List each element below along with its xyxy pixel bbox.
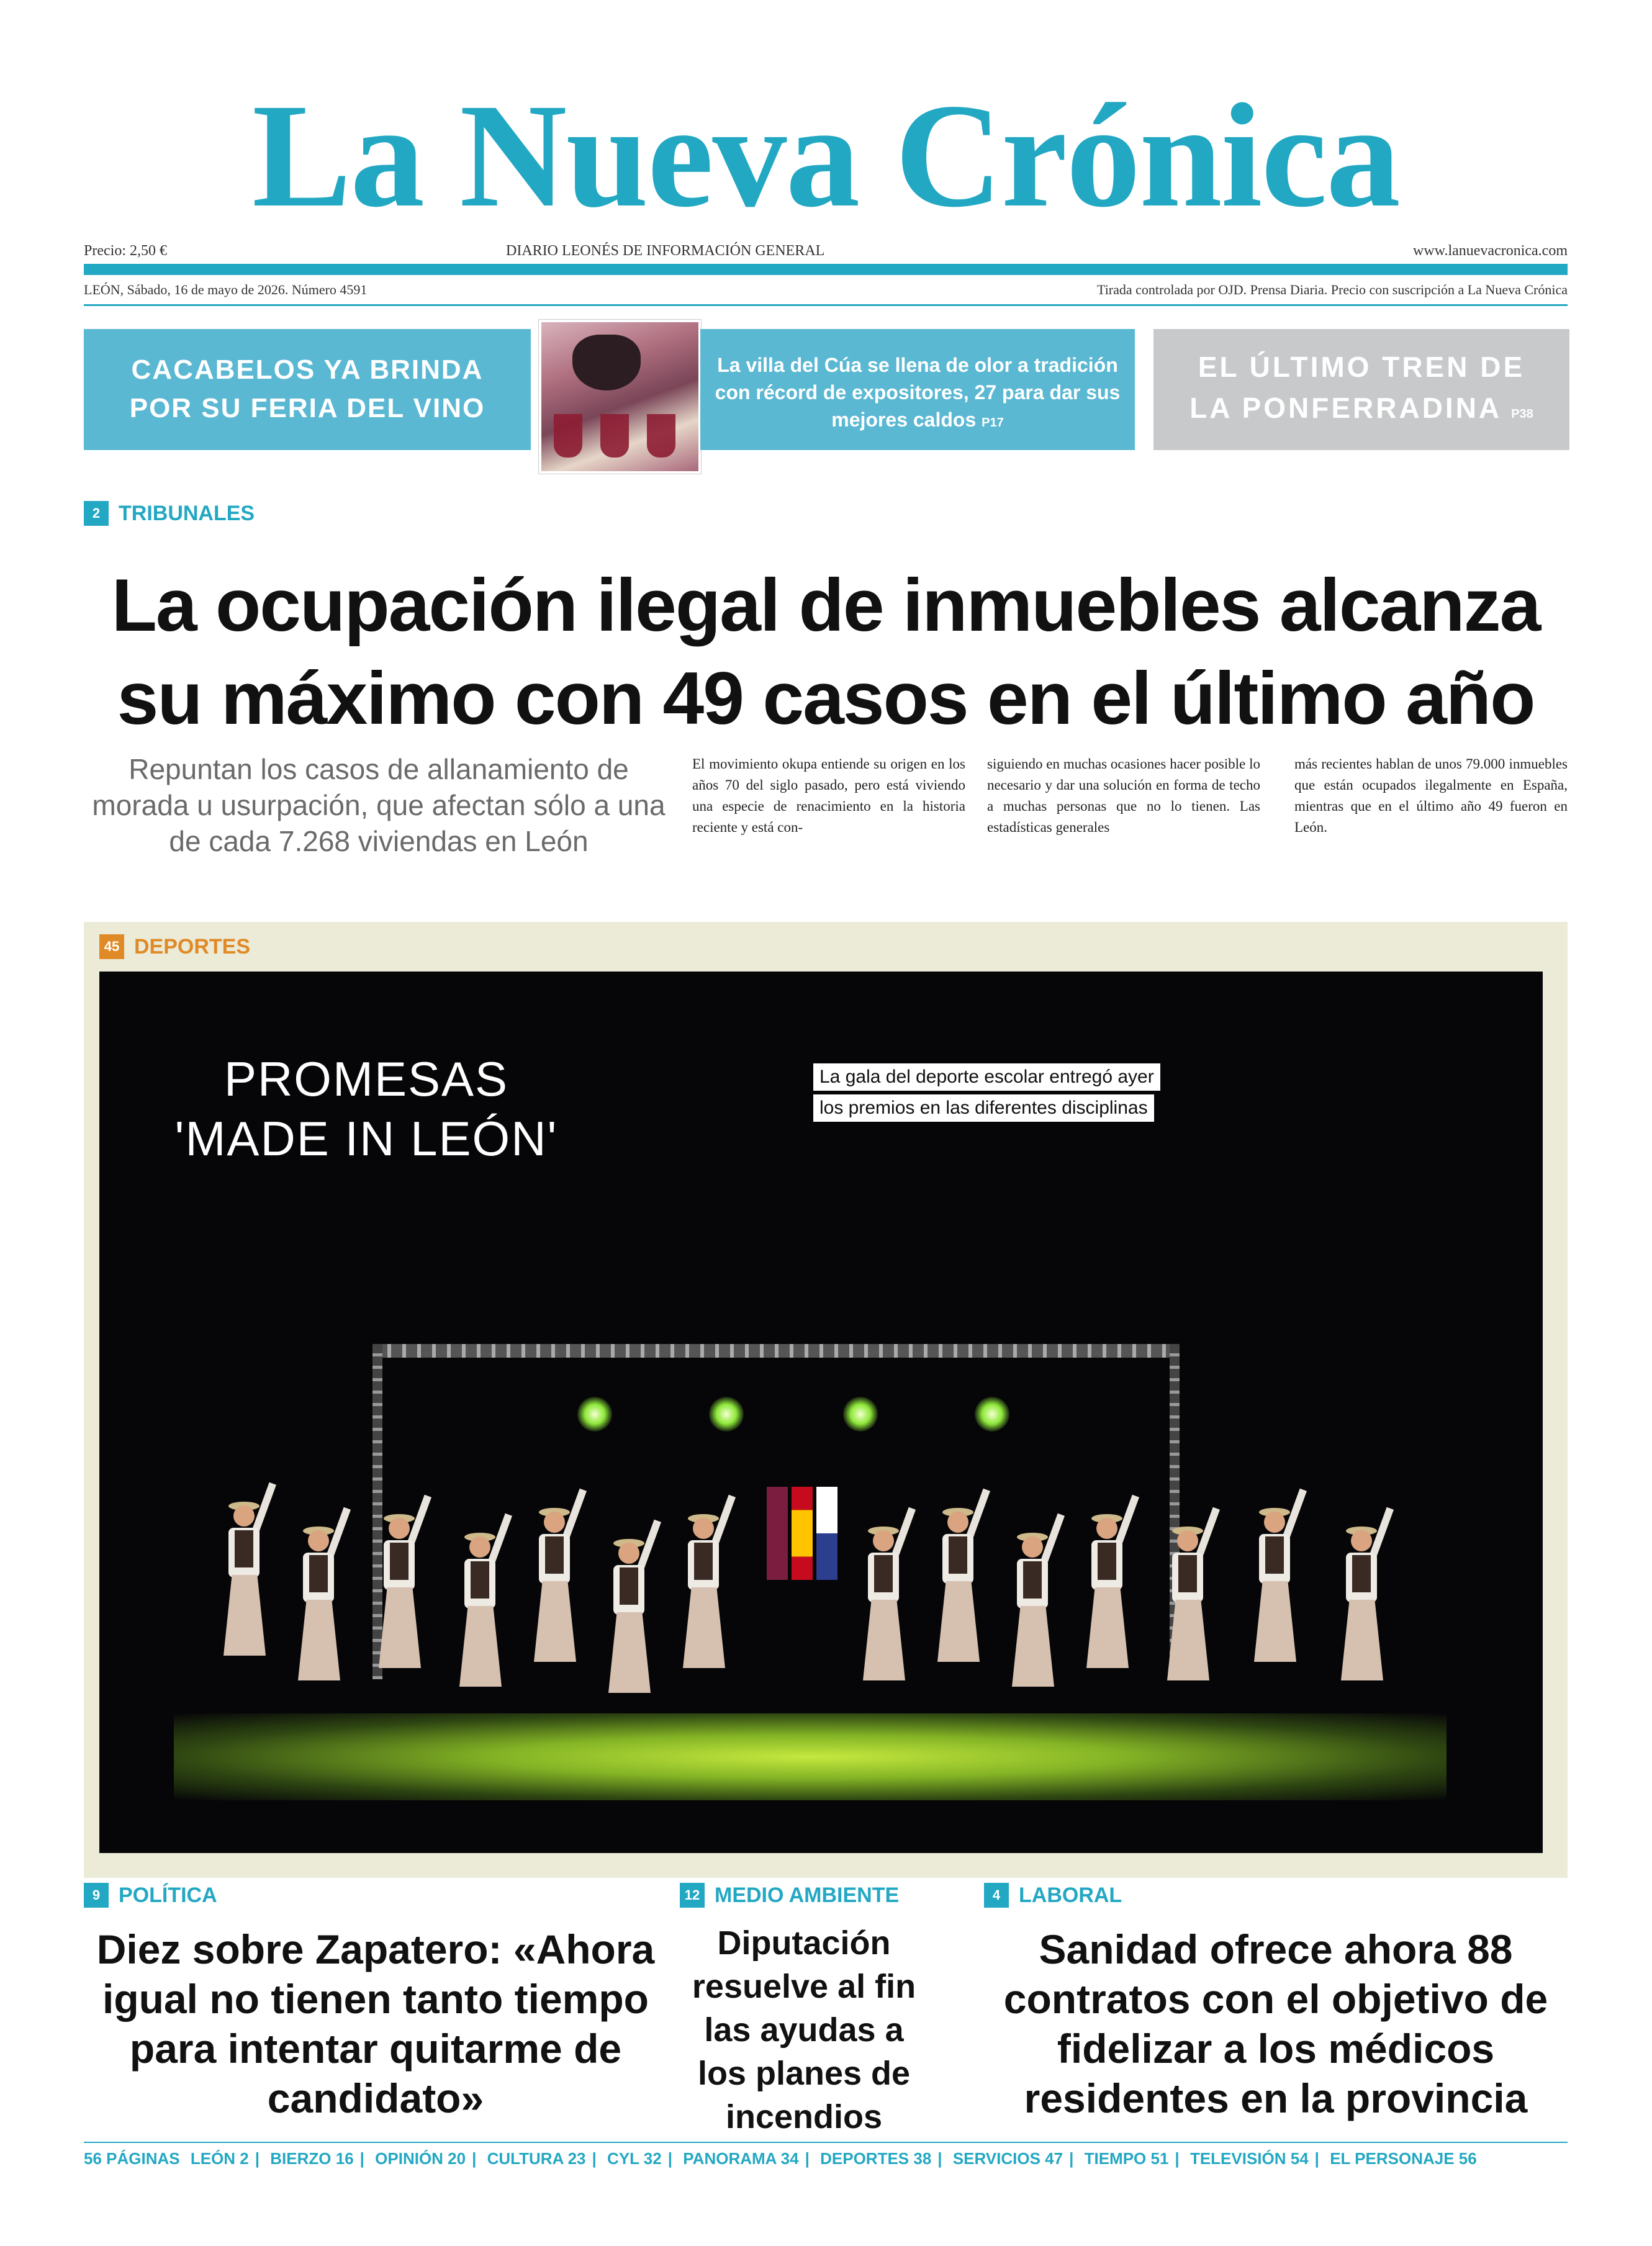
separator: | [359,2149,364,2168]
separator: | [1314,2149,1319,2168]
photo-hand [572,335,641,390]
stage-truss-left [372,1344,382,1679]
section-name: LABORAL [1019,1883,1122,1907]
page-index [84,2149,1568,2174]
masthead-meta [84,239,1568,261]
section-page-number: 2 [84,501,109,526]
date-line: LEÓN, Sábado, 16 de mayo de 2026. Número 4591 [84,282,368,297]
photo-title-line1: PROMESAS [223,1052,509,1106]
teaser-cua-page: P17 [982,416,1004,430]
story-headline-laboral[interactable]: Sanidad ofrece ahora 88 contratos con el objetivo de fidelizar a los médicos residentes en la provincia [1003,1926,1548,2121]
section-name: MEDIO AMBIENTE [715,1883,900,1907]
separator: | [667,2149,673,2168]
index-item[interactable]: CYL 32 [607,2149,662,2168]
wine-glass [647,414,675,458]
lead-column-3: más recientes hablan de unos 79.000 inmuebles que están ocupados ilegalmente en España, mientras que en el último año 49 fueron en León. [1294,756,1568,835]
section-name: TRIBUNALES [119,501,255,525]
photo-title [137,1049,596,1168]
section-name: DEPORTES [134,934,251,958]
teaser-ponferradina-line2: LA PONFERRADINA [1189,392,1501,424]
flag [816,1487,837,1580]
separator: | [1175,2149,1180,2168]
flag [767,1487,788,1580]
photo-title-line2: 'MADE IN LEÓN' [174,1111,558,1166]
index-item[interactable]: LEÓN 2 [190,2149,249,2168]
separator: | [805,2149,810,2168]
tagline: DIARIO LEONÉS DE INFORMACIÓN GENERAL [506,243,825,259]
index-item[interactable]: BIERZO 16 [270,2149,354,2168]
index-item[interactable]: TELEVISIÓN 54 [1189,2149,1309,2168]
stage-light [577,1397,612,1432]
stage-light [843,1397,878,1432]
index-item[interactable]: EL PERSONAJE 56 [1330,2149,1477,2168]
teaser-ponferradina-page: P38 [1511,407,1533,421]
separator: | [937,2149,942,2168]
section-label-tribunales[interactable] [84,501,255,526]
separator: | [1069,2149,1074,2168]
wine-glasses-photo [539,320,701,474]
date-row [84,281,1568,299]
teaser-cacabelos-line1: CACABELOS YA BRINDA [131,354,484,385]
stage-light [975,1397,1009,1432]
lead-column-2: siguiendo en muchas ocasiones hacer posible lo necesario y dar una solución en forma de techo a muchas personas que no lo tienen. Las estadísticas generales [987,756,1260,835]
index-item[interactable]: DEPORTES 38 [820,2149,932,2168]
masthead-rule [84,264,1568,275]
index-item[interactable]: OPINIÓN 20 [375,2149,466,2168]
certification-line: Tirada controlada por OJD. Prensa Diaria. Precio con suscripción a La Nueva Crónica [1097,282,1568,297]
teaser-cua-text: La villa del Cúa se llena de olor a tradición con récord de expositores, 27 para dar sus mejores caldos [715,354,1121,431]
teaser-ponferradina-line1: EL ÚLTIMO TREN DE [1198,351,1525,383]
teaser-ponferradina[interactable] [1153,329,1569,450]
separator: | [592,2149,597,2168]
section-label-laboral[interactable] [984,1883,1122,1908]
index-item[interactable]: CULTURA 23 [487,2149,586,2168]
index-item[interactable]: SERVICIOS 47 [952,2149,1063,2168]
flag [792,1487,813,1580]
wine-glass [554,414,582,458]
story-headline-medio-ambiente[interactable]: Diputación resuelve al fin las ayudas a los planes de incendios [692,1924,916,2136]
page-count: 56 PÁGINAS [84,2149,180,2168]
section-label-deportes[interactable] [99,934,250,959]
lead-deck: Repuntan los casos de allanamiento de morada u usurpación, que afectan sólo a una de cada 7.268 viviendas en León [92,753,666,857]
caption-line2: los premios en las diferentes disciplinas [813,1094,1154,1122]
teaser-cacabelos[interactable] [84,329,531,450]
photo-caption [813,1063,1285,1125]
section-page-number: 12 [680,1883,705,1908]
section-name: POLÍTICA [119,1883,217,1907]
separator: | [472,2149,477,2168]
teaser-cacabelos-line2: POR SU FERIA DEL VINO [129,393,485,423]
caption-line1: La gala del deporte escolar entregó ayer [813,1063,1160,1091]
stage-light [709,1397,744,1432]
section-page-number: 9 [84,1883,109,1908]
section-label-politica[interactable] [84,1883,217,1908]
separator: | [255,2149,260,2168]
index-item[interactable]: TIEMPO 51 [1084,2149,1169,2168]
website-link[interactable]: www.lanuevacronica.com [1413,243,1568,259]
section-label-medio-ambiente[interactable] [680,1883,899,1908]
stage-floor [174,1713,1447,1800]
price-label: Precio: 2,50 € [84,243,167,259]
teaser-cua[interactable] [700,329,1135,450]
stage-truss [372,1344,1180,1358]
story-headline-politica[interactable]: Diez sobre Zapatero: «Ahora igual no tienen tanto tiempo para intentar quitarme de candidato» [96,1926,655,2121]
section-page-number: 4 [984,1883,1009,1908]
section-page-number: 45 [99,934,124,959]
wine-glass [600,414,629,458]
index-item[interactable]: PANORAMA 34 [683,2149,799,2168]
lead-headline[interactable]: La ocupación ilegal de inmuebles alcanza su máximo con 49 casos en el último año [111,564,1540,740]
newspaper-masthead: La Nueva Crónica [252,73,1399,238]
lead-column-1: El movimiento okupa entiende su origen en los años 70 del siglo pasado, pero está viviendo una especie de renacimiento en la historia reciente y está con- [692,756,965,835]
divider [84,304,1568,306]
footer-rule [84,2142,1568,2143]
